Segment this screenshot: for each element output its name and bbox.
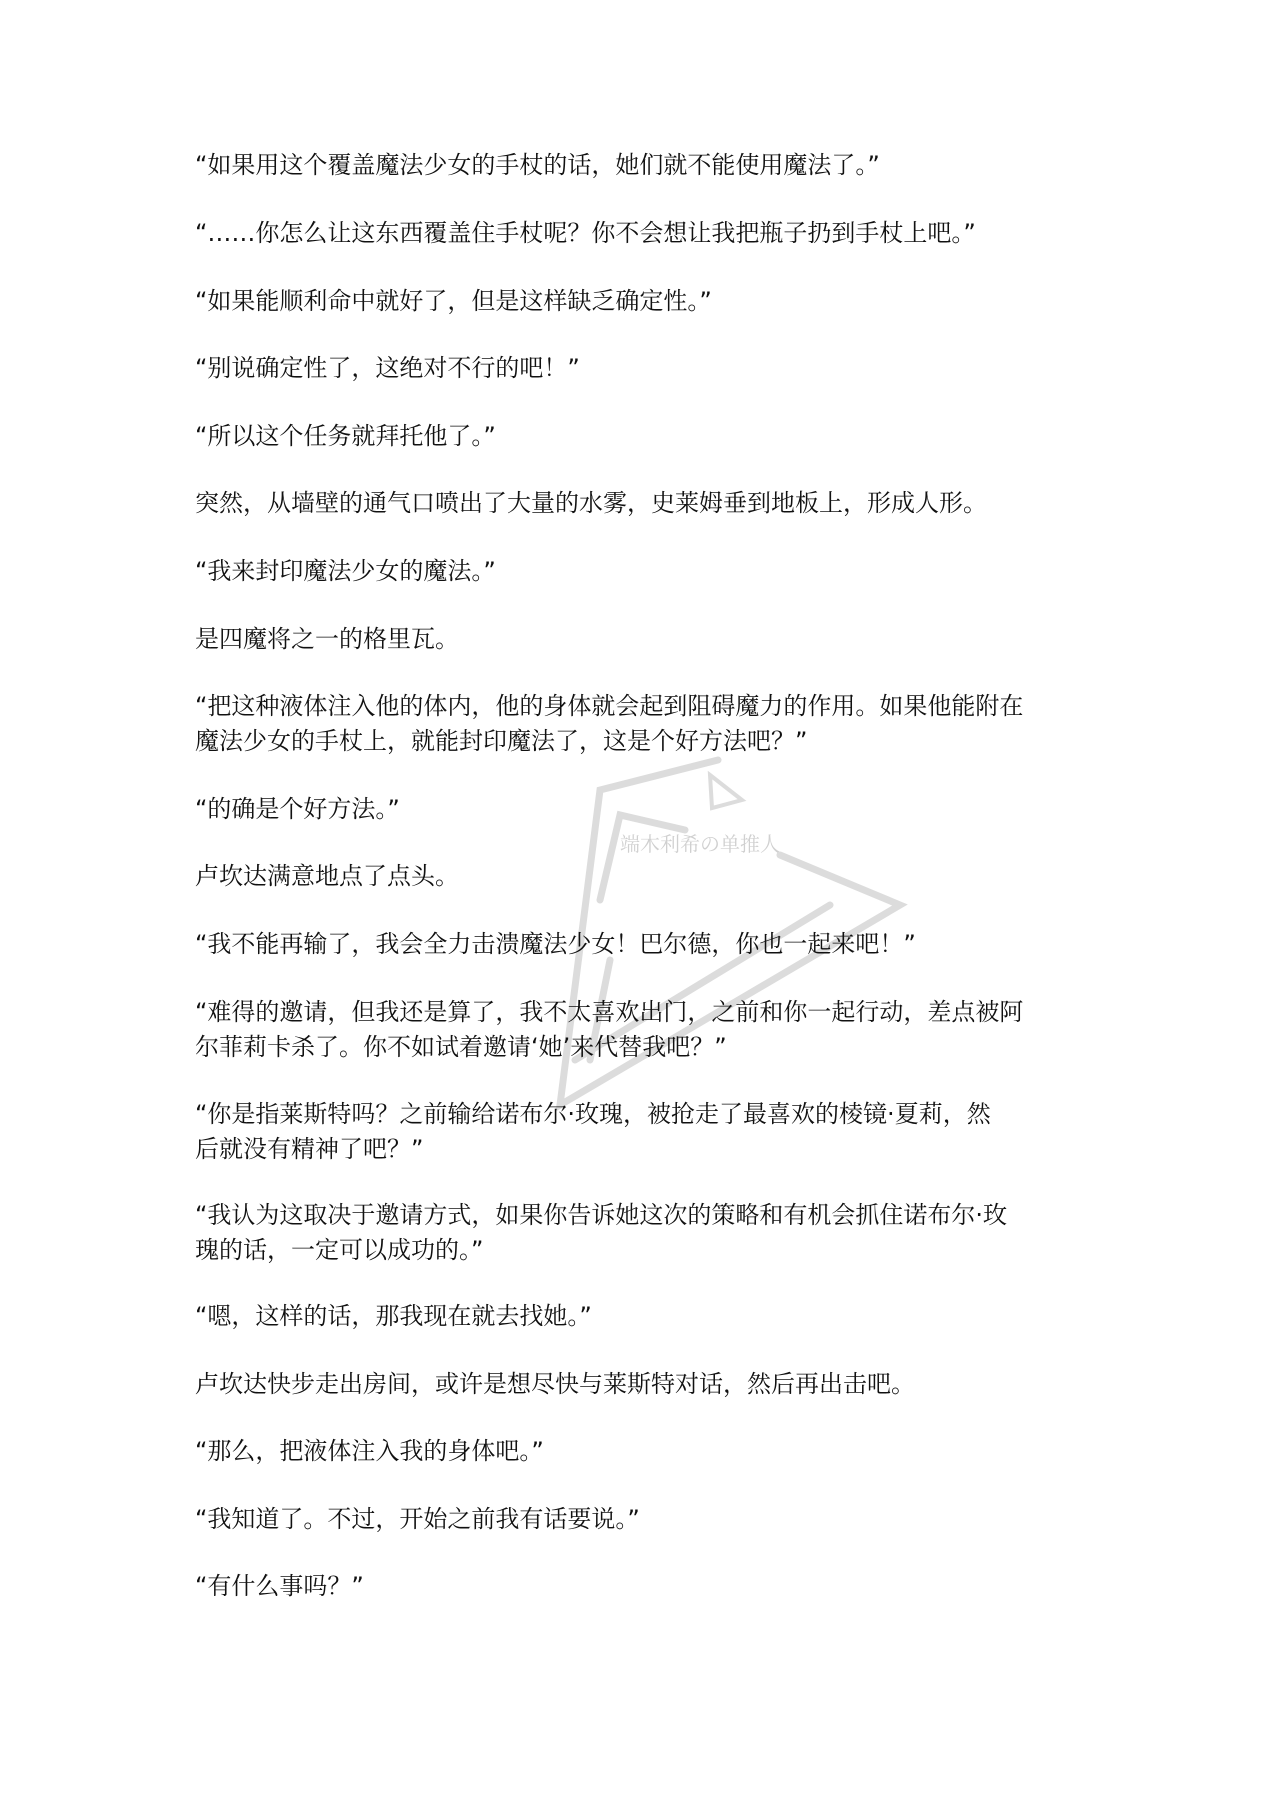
text-line: “嗯，这样的话，那我现在就去找她。” <box>195 1302 592 1330</box>
paragraph <box>195 554 1105 589</box>
text-line: “把这种液体注入他的体内，他的身体就会起到阻碍魔力的作用。如果他能附在 <box>195 692 1024 720</box>
text-line: “所以这个任务就拜托他了。” <box>195 422 496 450</box>
paragraph <box>195 1502 1105 1537</box>
text-line: 是四魔将之一的格里瓦。 <box>195 625 459 653</box>
text-line: 尔菲莉卡杀了。你不如试着邀请‘她’来代替我吧？” <box>195 1033 727 1061</box>
text-line: “你是指莱斯特吗？之前输给诺布尔·玫瑰，被抢走了最喜欢的棱镜·夏莉，然 <box>195 1100 991 1128</box>
text-line: “如果用这个覆盖魔法少女的手杖的话，她们就不能使用魔法了。” <box>195 151 880 179</box>
text-line: 后就没有精神了吧？” <box>195 1135 424 1163</box>
paragraph <box>195 689 1105 759</box>
paragraph <box>195 419 1105 454</box>
text-line: “……你怎么让这东西覆盖住手杖呢？你不会想让我把瓶子扔到手杖上吧。” <box>195 219 976 247</box>
paragraph <box>195 351 1105 386</box>
text-line: 卢坎达满意地点了点头。 <box>195 862 459 890</box>
paragraph <box>195 284 1105 319</box>
text-line: “的确是个好方法。” <box>195 795 400 823</box>
paragraph <box>195 1097 1105 1167</box>
paragraph <box>195 216 1105 251</box>
text-line: “我知道了。不过，开始之前我有话要说。” <box>195 1505 640 1533</box>
paragraph <box>195 859 1105 894</box>
paragraph <box>195 1434 1105 1469</box>
text-line: “如果能顺利命中就好了，但是这样缺乏确定性。” <box>195 287 712 315</box>
text-line: “我不能再输了，我会全力击溃魔法少女！巴尔德，你也一起来吧！” <box>195 930 916 958</box>
paragraph <box>195 486 1105 521</box>
text-line: 瑰的话，一定可以成功的。” <box>195 1236 484 1264</box>
text-line: 突然，从墙壁的通气口喷出了大量的水雾，史莱姆垂到地板上，形成人形。 <box>195 489 987 517</box>
paragraph <box>195 1569 1105 1604</box>
text-line: “我来封印魔法少女的魔法。” <box>195 557 496 585</box>
paragraph <box>195 792 1105 827</box>
text-line: “别说确定性了，这绝对不行的吧！” <box>195 354 580 382</box>
text-line: 魔法少女的手杖上，就能封印魔法了，这是个好方法吧？” <box>195 727 808 755</box>
watermark-text: 端木利希の单推人 <box>620 832 780 856</box>
paragraph <box>195 1367 1105 1402</box>
paragraph <box>195 622 1105 657</box>
paragraph <box>195 995 1105 1065</box>
text-line: “那么，把液体注入我的身体吧。” <box>195 1437 544 1465</box>
paragraph <box>195 148 1105 183</box>
paragraph <box>195 927 1105 962</box>
text-line: “我认为这取决于邀请方式，如果你告诉她这次的策略和有机会抓住诺布尔·玫 <box>195 1201 1008 1229</box>
paragraph <box>195 1198 1105 1268</box>
text-line: “有什么事吗？” <box>195 1572 364 1600</box>
text-line: “难得的邀请，但我还是算了，我不太喜欢出门，之前和你一起行动，差点被阿 <box>195 998 1024 1026</box>
text-line: 卢坎达快步走出房间，或许是想尽快与莱斯特对话，然后再出击吧。 <box>195 1370 915 1398</box>
paragraph <box>195 1299 1105 1334</box>
